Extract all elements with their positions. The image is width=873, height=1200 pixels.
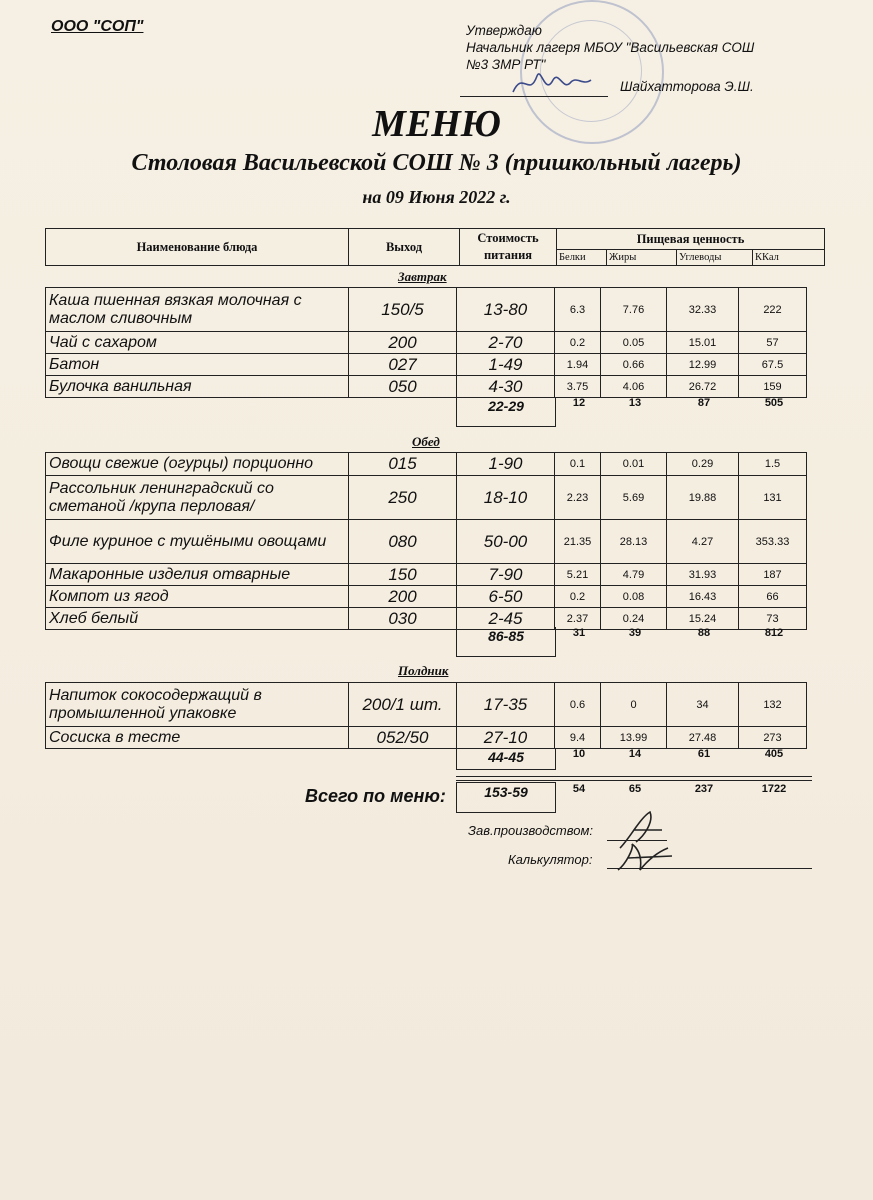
table-row: Сосиска в тесте 052/50 27-10 9.4 13.99 27.48 273 — [46, 727, 807, 749]
calculator-signature-icon — [612, 840, 682, 880]
header-cost: Стоимость питания — [460, 229, 557, 266]
lunch-table — [45, 452, 807, 630]
table-row: Каша пшенная вязкая молочная с маслом сливочным 150/5 13-80 6.3 7.76 32.33 222 — [46, 288, 807, 332]
total-divider-1 — [456, 776, 812, 777]
subtotal-cost: 44-45 — [457, 748, 556, 770]
table-row: Батон 027 1-49 1.94 0.66 12.99 67.5 — [46, 354, 807, 376]
header-protein: Белки — [557, 250, 607, 266]
production-signature-label: Зав.производством: — [468, 823, 593, 838]
table-row: Булочка ванильная 050 4-30 3.75 4.06 26.72 159 — [46, 376, 807, 398]
total-divider-2 — [456, 780, 812, 781]
header-name: Наименование блюда — [46, 229, 349, 266]
approval-line-1: Утверждаю — [466, 23, 542, 38]
header-fat: Жиры — [607, 250, 677, 266]
menu-date: на 09 Июня 2022 г. — [362, 187, 511, 207]
subtotal-cost: 22-29 — [457, 397, 556, 427]
approval-line-3: №3 ЗМР РТ" — [466, 57, 546, 72]
table-row: Компот из ягод 200 6-50 0.2 0.08 16.43 66 — [46, 586, 807, 608]
page-subtitle: Столовая Васильевской СОШ № 3 (пришкольный лагерь) — [131, 150, 742, 176]
table-row: Напиток сокосодержащий в промышленной упаковке 200/1 шт. 17-35 0.6 0 34 132 — [46, 683, 807, 727]
breakfast-subtotal: 22-29 12 13 87 505 — [456, 397, 808, 427]
header-nutrition: Пищевая ценность — [557, 229, 825, 250]
table-row: Овощи свежие (огурцы) порционно 015 1-90 0.1 0.01 0.29 1.5 — [46, 453, 807, 476]
header-output: Выход — [349, 229, 460, 266]
total-cost: 153-59 — [457, 783, 556, 813]
snack-table — [45, 682, 807, 749]
page-title: МЕНЮ — [372, 103, 501, 145]
table-row: Чай с сахаром 200 2-70 0.2 0.05 15.01 57 — [46, 332, 807, 354]
total-label: Всего по меню: — [305, 786, 446, 806]
menu-table-header — [45, 228, 825, 266]
header-carbs: Углеводы — [677, 250, 753, 266]
approval-line-2: Начальник лагеря МБОУ "Васильевская СОШ — [466, 40, 755, 55]
director-name: Шайхатторова Э.Ш. — [620, 79, 754, 94]
section-title-breakfast: Завтрак — [398, 269, 447, 284]
organization-name: ООО "СОП" — [51, 18, 144, 35]
table-row: Хлеб белый 030 2-45 2.37 0.24 15.24 73 — [46, 608, 807, 630]
header-kcal: ККал — [753, 250, 825, 266]
table-row: Рассольник ленинградский со сметаной /крупа перловая/ 250 18-10 2.23 5.69 19.88 131 — [46, 476, 807, 520]
section-title-lunch: Обед — [412, 434, 440, 449]
total-kcal: 1722 — [761, 782, 787, 795]
total-protein: 54 — [572, 782, 586, 795]
total-carbs: 237 — [694, 782, 714, 795]
calculator-signature-label: Калькулятор: — [508, 852, 593, 867]
total-fat: 65 — [628, 782, 642, 795]
snack-subtotal: 44-45 10 14 61 405 — [456, 748, 808, 770]
section-title-snack: Полдник — [398, 663, 449, 678]
lunch-subtotal: 86-85 31 39 88 812 — [456, 627, 808, 657]
approval-signature-icon — [505, 62, 595, 102]
breakfast-table — [45, 287, 807, 398]
table-row: Макаронные изделия отварные 150 7-90 5.21 4.79 31.93 187 — [46, 564, 807, 586]
table-row: Филе куриное с тушёными овощами 080 50-00 21.35 28.13 4.27 353.33 — [46, 520, 807, 564]
subtotal-cost: 86-85 — [457, 627, 556, 657]
